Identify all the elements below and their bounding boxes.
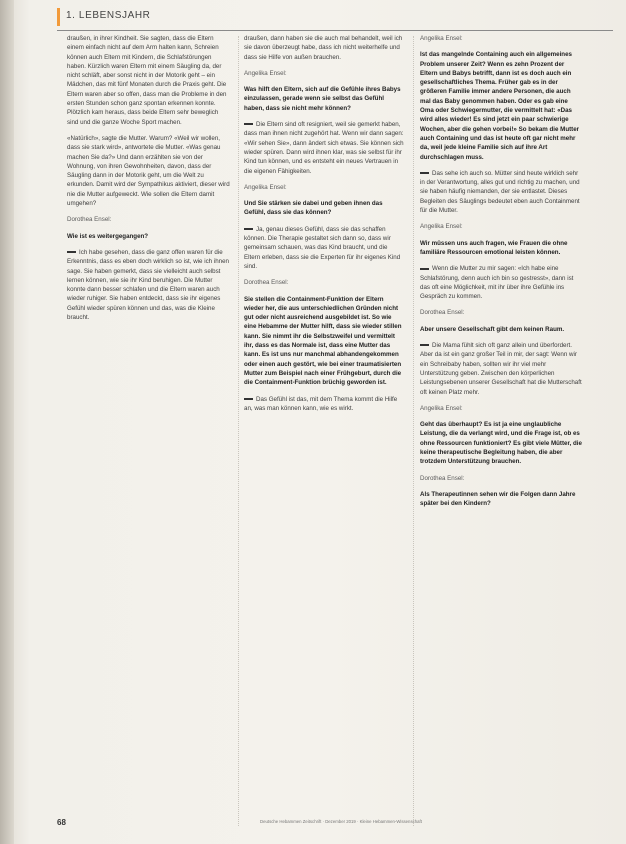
speaker-name: Dorothea Ensel: xyxy=(420,309,465,317)
speaker-name: Angelika Ensel: xyxy=(420,35,463,42)
answer-dash xyxy=(244,228,253,230)
speaker-name: Dorothea Ensel: xyxy=(67,216,112,224)
interview-question: Geht das überhaupt? Es ist ja eine unglaubliche Leistung, die da verlangt wird, und die Frage ist, ob es ohne Ressourcen funktioniert? Es gibt viele Mütter, die keine therapeutische Begleitung haben, die aber trotzdem Unterstützung brauchen. xyxy=(420,421,582,466)
speaker-name: Angelika Ensel: xyxy=(244,183,287,191)
speaker-name: Dorothea Ensel: xyxy=(420,474,465,482)
interview-question: Wie ist es weitergegangen? xyxy=(67,232,149,240)
answer-dash xyxy=(244,123,253,125)
section-title: 1. LEBENSJAHR xyxy=(66,10,151,21)
interview-question: Aber unsere Gesellschaft gibt dem keinen Raum. xyxy=(420,325,565,333)
paragraph: «Natürlich», sagte die Mutter. Warum? «Weil wir wollen, dass sie stark wird», antwortete die Mutter. «Was genau machen Sie da?» Und dann erzählten sie von der Wohnung, von ihren Gewohnheiten, davon, dass der Säugling dann in der Motorik geht, um die Welt zu erkunden. Damit wird der Sympathikus aktiviert, dieser wird nie die Mutter aufgeweckt. Wie sollen die Eltern damit umgehen? xyxy=(67,134,230,208)
answer-text: Ja, genau dieses Gefühl, dass sie das schaffen können. Die Therapie gestaltet sich dann so, dass wir gemeinsam schauen, was das Kind braucht, und die Eltern erleben, dass sie die Experten für ihr eigenes Kind sind. xyxy=(244,225,401,270)
answer-text: Das sehe ich auch so. Mütter sind heute wirklich sehr in der Verantwortung, alles gut und richtig zu machen, und sie haben häufig niemanden, der sie entlastet. Dieses Begleiten des Säuglings bedeutet eben auch Containment für die Mutter. xyxy=(420,169,580,215)
interview-question: Was hilft den Eltern, sich auf die Gefühle ihres Babys einzulassen, gerade wenn sie selbst das Gefühl haben, dass sie nicht mehr können? xyxy=(244,86,401,112)
paragraph: draußen, in ihrer Kindheit. Sie sagten, dass die Eltern einem einfach nicht auf dem Arm halten kann, Schreien können auch Eltern mit Kindern, die Schlafstörungen haben. Kürzlich waren Eltern mit einem Säugling da, der nicht schläft, aber sonst nicht in der Motorik geht – ein Mädchen, das mit fünf Monaten durch die Praxis geht. Die Eltern waren aber so offen, dass man die Probleme in den ersten Stunden schon ganz spontan erkennen konnte. Plötzlich kam heraus, dass beide Eltern sehr beweglich sind und die ganze Woche Sport machen. xyxy=(67,35,227,126)
column-divider xyxy=(238,36,240,826)
interview-question: Wir müssen uns auch fragen, wie Frauen die ohne familiäre Ressourcen emotional leisten können. xyxy=(420,239,568,256)
answer-dash xyxy=(67,251,76,253)
book-spine xyxy=(0,0,14,844)
speaker-name: Angelika Ensel: xyxy=(244,69,287,77)
page-number: 68 xyxy=(57,818,66,827)
interview-question: Und Sie stärken sie dabei und geben ihnen das Gefühl, dass sie das können? xyxy=(244,200,383,217)
interview-answer xyxy=(244,120,404,176)
paragraph: draußen, dann haben sie die auch mal behandelt, weil ich sie davon überzeugt habe, dass ich nicht weiterhelfe und dass sie Hilfe von außen brauchen. xyxy=(244,35,403,61)
header-rule xyxy=(57,30,613,31)
answer-dash xyxy=(244,398,253,400)
answer-text: Ich habe gesehen, dass die ganz offen waren für die Erkenntnis, dass es eben doch wirklich so ist, wie ich ihnen sage. Sie haben gemerkt, dass sie vielleicht auch selbst lernen können, wie sie ihr Kind beruhigen. Die Mutter konnte dann besser schlafen und die Eltern waren auch wieder ruhiger. Sie haben entdeckt, dass sie ihr eigenes Gefühl wieder spüren können und das, was die Kleine braucht. xyxy=(67,248,229,322)
column-divider xyxy=(413,36,415,826)
answer-text: Die Eltern sind oft resigniert, weil sie gemerkt haben, dass man ihnen nicht zugehört hat. Wenn wir dann sagen: «Wir sehen Sie», dann ändert sich etwas. Sie können sich wieder spüren. Dann wird ihnen klar, was sie selbst für ihr Kind tun können, und es entsteht ein neues Vertrauen in die eigenen Fähigkeiten. xyxy=(244,121,404,175)
interview-question: Ist das mangelnde Containing auch ein allgemeines Problem unserer Zeit? Wenn es zehn Prozent der Eltern und Babys betrifft, dann ist es doch auch ein gesellschaftliches Thema. Früher gab es in der größeren Familie immer andere Personen, die auch mal das Baby genommen haben. Oder es gab eine Oma oder Schwiegermutter, die vermittelt hat: «Das wird alles wieder! Es sind jetzt ein paar schwierige Wochen, aber die gehen vorbei!» So bekam die Mutter auch Containing und das ist heute oft gar nicht mehr da, weil jede kleine Familie sich auf ihre Art durchschlagen muss. xyxy=(420,51,580,161)
interview-answer xyxy=(244,395,404,414)
interview-answer xyxy=(420,341,582,397)
interview-answer xyxy=(244,225,404,271)
text-column-middle xyxy=(244,34,404,420)
speaker-name: Angelika Ensel: xyxy=(420,223,463,231)
answer-text: Die Mama fühlt sich oft ganz allein und überfordert. Aber da ist ein ganz großer Teil in mir, der sagt: Wenn wir ein Schreibaby haben, sollten wir ihr viel mehr Unterstützung geben. Zwischen den körperlichen Leistungsebenen unserer Gesellschaft hat die Mutterschaft oft keinen Platz mehr. xyxy=(420,342,582,396)
interview-question: Als Therapeutinnen sehen wir die Folgen dann Jahre später bei den Kindern? xyxy=(420,490,576,508)
speaker-name: Angelika Ensel: xyxy=(420,404,463,412)
interview-question: Sie stellen die Containment-Funktion der Eltern wieder her, die aus unterschiedlichen Gründen nicht gut oder nicht ausreichend ausgebildet ist. So wie eine Hebamme der Mutter hilft, dass sie wieder stillen kann. Sie nimmt ihr die Selbstzweifel und vermittelt ihr, dass es das Normale ist, dass eine Mutter das kann. Es ist uns nur manchmal abhandengekommen oder einen auch gestört, wie bei einer traumatisierten Mutter zum Beispiel nach einer Frühgeburt, durch die die Containment-Funktion brüchig geworden ist. xyxy=(244,295,402,387)
answer-dash xyxy=(420,268,429,270)
footer-source-line: Deutsche Hebammen Zeitschrift · Dezember 2019 · Kleine Hebammen-Wissenschaft xyxy=(260,819,422,824)
section-marker xyxy=(57,8,60,26)
answer-dash xyxy=(420,344,429,346)
answer-dash xyxy=(420,172,429,174)
interview-answer xyxy=(420,264,582,301)
answer-text: Das Gefühl ist das, mit dem Thema kommt die Hilfe an, was man können kann, wie es wirkt. xyxy=(244,395,398,412)
text-column-right xyxy=(420,34,582,515)
interview-answer xyxy=(67,248,231,322)
text-column-left xyxy=(67,34,231,329)
answer-text: Wenn die Mutter zu mir sagen: «Ich habe eine Schlafstörung, denn auch ich bin so gestresst», dann ist das oft eine Möglichkeit, mit ihr über ihre Gefühle ins Gespräch zu kommen. xyxy=(420,265,574,301)
interview-answer xyxy=(420,169,582,215)
speaker-name: Dorothea Ensel: xyxy=(244,279,289,287)
